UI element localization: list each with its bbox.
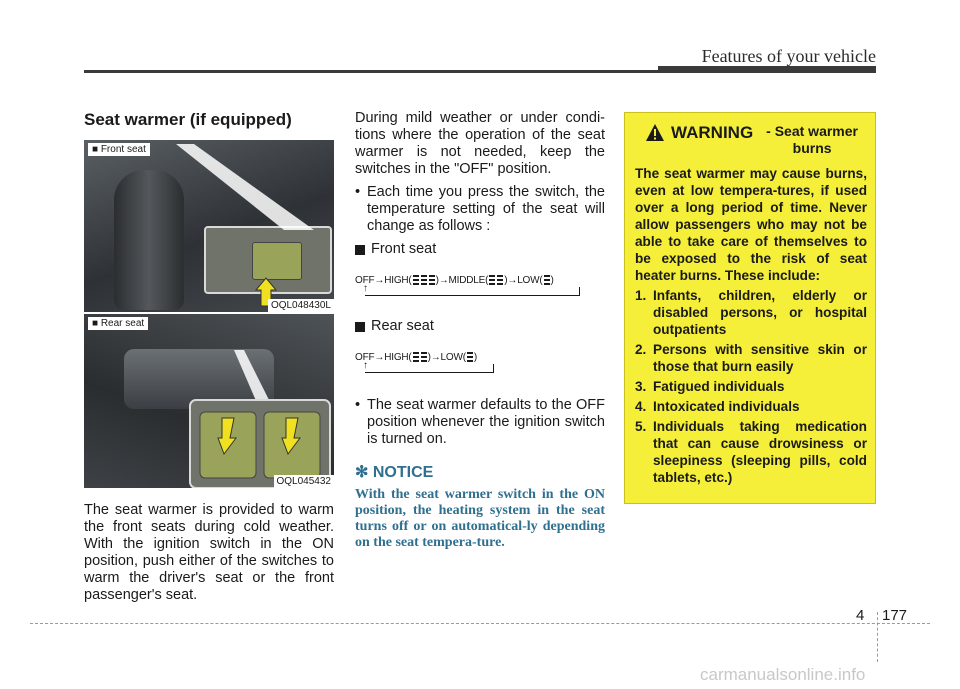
warning-list-item: 4. Intoxicated individuals	[635, 399, 800, 414]
warning-subtitle: - Seat warmer burns	[766, 123, 858, 156]
footer-divider	[877, 612, 878, 662]
rear-seat-heading: Rear seat	[355, 318, 605, 335]
heat-level-icon	[413, 275, 419, 286]
rear-seat-photo	[84, 314, 334, 488]
front-seat-sequence: OFF→HIGH( )→MIDDLE( )→LOW( ) ↑	[355, 270, 605, 308]
header-rule-accent	[658, 66, 876, 73]
bullet-item: • Each time you press the switch, the temperature setting of the seat will change as follows :	[355, 184, 605, 234]
heat-level-icon	[413, 352, 419, 363]
watermark: carmanualsonline.info	[700, 665, 866, 684]
rear-photo-code: OQL045432	[274, 475, 335, 488]
square-bullet-icon	[355, 322, 365, 332]
front-photo-code: OQL048430L	[268, 299, 334, 312]
heat-level-icon	[421, 275, 427, 286]
mild-weather-paragraph: During mild weather or under condi-tions where the operation of the seat warmer is not needed, keep the switches in the "OFF" position.	[355, 110, 605, 177]
footer-rule	[30, 623, 930, 624]
page-number: 177	[882, 607, 908, 624]
heat-level-icon	[429, 275, 435, 286]
notice-title: ✻ NOTICE	[355, 464, 434, 481]
heat-level-icon	[489, 275, 495, 286]
chapter-number: 4	[856, 607, 865, 624]
up-arrow-icon: ↑	[363, 283, 368, 294]
heat-level-icon	[497, 275, 503, 286]
sequence-return-arrow	[365, 287, 580, 296]
warning-list-item: 5. Individuals taking medication that can cause drowsiness or sleepiness (sleeping pills, cold tablets, etc.)	[635, 419, 867, 485]
warning-triangle-icon	[645, 123, 665, 143]
left-column	[84, 110, 334, 604]
header-title: Features of your vehicle	[701, 46, 876, 66]
notice-star-icon: ✻	[355, 464, 373, 481]
section-title: Seat warmer (if equipped)	[84, 110, 292, 129]
front-seat-heading: Front seat	[355, 241, 605, 258]
warning-list-item: 3. Fatigued individuals	[635, 379, 785, 394]
heat-level-icon	[421, 352, 427, 363]
warning-list-item: 1. Infants, children, elderly or disabled persons, or hospital outpatients	[635, 288, 867, 337]
heat-level-icon	[544, 275, 550, 286]
warning-list-item: 2. Persons with sensitive skin or those that burn easily	[635, 342, 867, 374]
rear-callout-lines	[84, 314, 334, 488]
heat-level-icon	[467, 352, 473, 363]
rear-seat-sequence: OFF→HIGH( )→LOW( ) ↑	[355, 347, 605, 385]
front-seat-photo	[84, 140, 334, 312]
warning-paragraph: The seat warmer may cause burns, even at low tempera-tures, if used over a long period of time. Never allow passengers who may not be able to take care of themselves to be exposed to the risk of seat heater burns. These include:	[635, 166, 867, 283]
bullet-item: • The seat warmer defaults to the OFF position whenever the ignition switch is turned on.	[355, 397, 605, 447]
warning-box	[624, 112, 876, 504]
rear-seat-label: ■ Rear seat	[88, 317, 148, 330]
notice-body: With the seat warmer switch in the ON position, the heating system in the seat turns off or on automatical-ly depending on the seat tempera-ture.	[355, 487, 605, 550]
front-seat-label: ■ Front seat	[88, 143, 150, 156]
square-bullet-icon	[355, 245, 365, 255]
sequence-return-arrow	[365, 364, 494, 373]
callout-lines	[84, 140, 334, 312]
up-arrow-icon: ↑	[363, 360, 368, 371]
middle-column	[355, 110, 605, 551]
warning-word: WARNING	[671, 123, 754, 142]
warning-heading	[635, 123, 867, 157]
intro-paragraph: The seat warmer is provided to warm the front seats during cold weather. With the ignition switch in the ON position, push either of the switches to warm the driver's seat or the front passenger's seat.	[84, 502, 334, 603]
